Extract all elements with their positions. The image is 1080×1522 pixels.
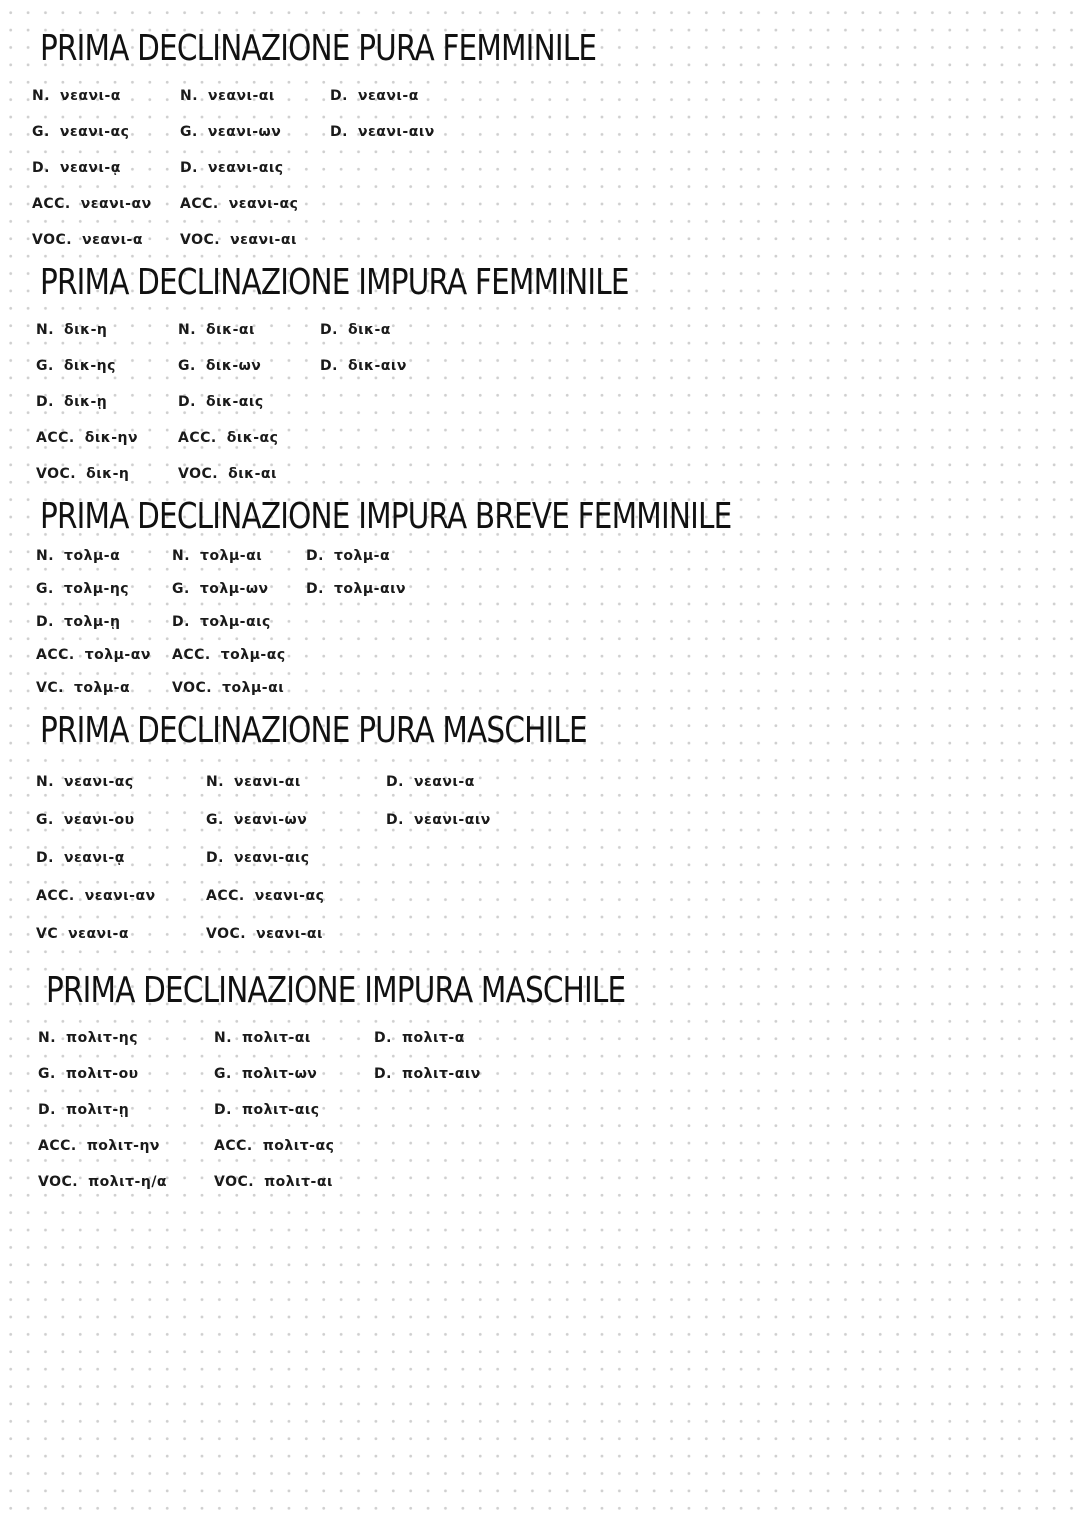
case-label: G. xyxy=(36,581,54,597)
declension-row xyxy=(306,581,406,597)
case-label: VOC. xyxy=(172,680,213,696)
greek-form: δικ-ῃ xyxy=(63,394,108,410)
greek-form: πολιτ-αι xyxy=(242,1030,311,1046)
case-label: VC xyxy=(36,926,59,942)
case-label: D. xyxy=(36,394,54,410)
greek-form: νεανι-ας xyxy=(59,124,130,140)
declension-row xyxy=(330,124,435,140)
greek-form: νεανι-αιν xyxy=(357,124,435,140)
greek-form: δικ-η xyxy=(86,466,130,482)
greek-form: δικ-α xyxy=(347,322,391,338)
declension-row xyxy=(172,647,286,663)
greek-form: νεανι-ων xyxy=(233,812,308,828)
declension-row xyxy=(320,358,407,374)
declension-row xyxy=(36,614,120,630)
greek-form: νεανι-αι xyxy=(256,926,323,942)
declension-row xyxy=(32,160,121,176)
case-label: D. xyxy=(36,614,54,630)
case-label: N. xyxy=(172,548,191,564)
greek-form: πολιτ-ῃ xyxy=(65,1102,130,1118)
case-label: ACC. xyxy=(172,647,211,663)
case-label: VOC. xyxy=(36,466,77,482)
case-label: D. xyxy=(178,394,196,410)
case-label: D. xyxy=(36,850,54,866)
case-label: N. xyxy=(36,548,55,564)
declension-row xyxy=(172,548,262,564)
declension-row xyxy=(214,1030,311,1046)
case-label: VOC. xyxy=(214,1174,255,1190)
greek-form: τολμ-α xyxy=(333,548,391,564)
greek-form: νεανι-αι xyxy=(208,88,275,104)
greek-form: νεανι-αι xyxy=(230,232,297,248)
declension-row xyxy=(178,430,278,446)
declension-row xyxy=(36,581,129,597)
case-label: G. xyxy=(32,124,50,140)
case-label: D. xyxy=(320,322,338,338)
greek-form: νεανι-αις xyxy=(207,160,284,176)
declension-row xyxy=(36,774,134,790)
greek-form: τολμ-αις xyxy=(199,614,271,630)
declension-row xyxy=(32,124,129,140)
case-label: N. xyxy=(178,322,197,338)
declension-row xyxy=(36,430,138,446)
greek-form: τολμ-αν xyxy=(84,647,151,663)
declension-row xyxy=(206,850,310,866)
greek-form: πολιτ-αι xyxy=(264,1174,333,1190)
case-label: N. xyxy=(206,774,225,790)
greek-form: δικ-ης xyxy=(63,358,116,374)
section-title: PRIMA DECLINAZIONE IMPURA FEMMINILE xyxy=(40,262,629,303)
case-label: D. xyxy=(330,124,348,140)
greek-form: δικ-αις xyxy=(205,394,264,410)
declension-row xyxy=(36,466,129,482)
greek-form: πολιτ-ας xyxy=(262,1138,335,1154)
greek-form: πολιτ-ων xyxy=(241,1066,318,1082)
declension-row xyxy=(386,774,475,790)
greek-form: δικ-ην xyxy=(84,430,139,446)
declension-row xyxy=(32,196,152,212)
case-label: G. xyxy=(214,1066,232,1082)
greek-form: δικ-αιν xyxy=(347,358,407,374)
greek-form: νεανι-ων xyxy=(207,124,282,140)
declension-row xyxy=(38,1030,138,1046)
declension-row xyxy=(178,358,261,374)
declension-row xyxy=(32,232,143,248)
section-title: PRIMA DECLINAZIONE IMPURA BREVE FEMMINILE xyxy=(40,496,732,537)
declension-row xyxy=(206,888,324,904)
case-label: G. xyxy=(38,1066,56,1082)
declension-row xyxy=(36,850,125,866)
case-label: VOC. xyxy=(180,232,221,248)
greek-form: τολμ-αιν xyxy=(333,581,407,597)
case-label: D. xyxy=(206,850,224,866)
declension-row xyxy=(38,1138,160,1154)
declension-row xyxy=(178,394,264,410)
case-label: G. xyxy=(206,812,224,828)
case-label: D. xyxy=(214,1102,232,1118)
case-label: D. xyxy=(386,812,404,828)
declension-row xyxy=(374,1066,481,1082)
declension-row xyxy=(38,1174,167,1190)
case-label: N. xyxy=(214,1030,233,1046)
case-label: ACC. xyxy=(180,196,219,212)
greek-form: νεανι-αι xyxy=(234,774,301,790)
greek-form: νεανι-ου xyxy=(63,812,135,828)
case-label: D. xyxy=(320,358,338,374)
declension-row xyxy=(214,1066,317,1082)
case-label: VOC. xyxy=(178,466,219,482)
case-label: VOC. xyxy=(32,232,73,248)
declension-row xyxy=(36,647,151,663)
greek-form: νεανι-ας xyxy=(254,888,325,904)
declension-row xyxy=(214,1138,334,1154)
declension-row xyxy=(36,358,116,374)
declension-row xyxy=(36,926,129,942)
declension-row xyxy=(178,466,277,482)
declension-row xyxy=(214,1174,333,1190)
case-label: VC. xyxy=(36,680,64,696)
declension-row xyxy=(180,88,275,104)
greek-form: νεανι-α xyxy=(60,88,121,104)
greek-form: νεανι-αν xyxy=(84,888,156,904)
greek-form: τολμ-α xyxy=(73,680,131,696)
greek-form: τολμ-ων xyxy=(199,581,269,597)
greek-form: πολιτ-αιν xyxy=(401,1066,481,1082)
greek-form: νεανι-ας xyxy=(228,196,299,212)
greek-form: πολιτ-αις xyxy=(241,1102,320,1118)
greek-form: νεανι-ᾳ xyxy=(63,850,125,866)
declension-row xyxy=(214,1102,320,1118)
case-label: ACC. xyxy=(36,888,75,904)
greek-form: δικ-αι xyxy=(206,322,255,338)
greek-form: νεανι-α xyxy=(357,88,419,104)
declension-row xyxy=(178,322,255,338)
case-label: N. xyxy=(36,322,55,338)
declension-row xyxy=(320,322,391,338)
greek-form: νεανι-α xyxy=(413,774,475,790)
greek-form: πολιτ-α xyxy=(401,1030,465,1046)
section-title: PRIMA DECLINAZIONE IMPURA MASCHILE xyxy=(46,970,626,1011)
case-label: D. xyxy=(38,1102,56,1118)
greek-form: νεανι-ας xyxy=(64,774,134,790)
case-label: ACC. xyxy=(206,888,245,904)
declension-row xyxy=(374,1030,465,1046)
declension-row xyxy=(38,1102,129,1118)
case-label: G. xyxy=(180,124,198,140)
declension-row xyxy=(206,774,301,790)
case-label: ACC. xyxy=(32,196,71,212)
declension-row xyxy=(206,812,307,828)
case-label: D. xyxy=(374,1030,392,1046)
greek-form: δικ-ας xyxy=(226,430,279,446)
greek-form: πολιτ-ου xyxy=(65,1066,139,1082)
greek-form: νεανι-αιν xyxy=(413,812,491,828)
declension-row xyxy=(36,680,130,696)
declension-row xyxy=(32,88,121,104)
greek-form: νεανι-αν xyxy=(80,196,152,212)
case-label: N. xyxy=(180,88,199,104)
greek-form: τολμ-αι xyxy=(200,548,263,564)
greek-form: δικ-αι xyxy=(228,466,277,482)
case-label: D. xyxy=(330,88,348,104)
declension-row xyxy=(36,394,107,410)
case-label: G. xyxy=(178,358,196,374)
declension-row xyxy=(180,124,281,140)
case-label: D. xyxy=(172,614,190,630)
declension-row xyxy=(36,812,135,828)
case-label: N. xyxy=(38,1030,57,1046)
declension-row xyxy=(306,548,390,564)
case-label: D. xyxy=(306,581,324,597)
greek-form: δικ-ων xyxy=(205,358,262,374)
case-label: ACC. xyxy=(36,430,75,446)
declension-row xyxy=(172,581,269,597)
greek-form: πολιτ-η/α xyxy=(88,1174,168,1190)
case-label: D. xyxy=(386,774,404,790)
declension-row xyxy=(180,232,297,248)
declension-row xyxy=(180,160,284,176)
case-label: VOC. xyxy=(38,1174,79,1190)
case-label: ACC. xyxy=(36,647,75,663)
case-label: N. xyxy=(32,88,51,104)
case-label: ACC. xyxy=(38,1138,77,1154)
case-label: D. xyxy=(180,160,198,176)
greek-form: πολιτ-ην xyxy=(86,1138,160,1154)
declension-row xyxy=(36,322,107,338)
greek-form: νεανι-α xyxy=(68,926,129,942)
greek-form: τολμ-α xyxy=(64,548,121,564)
greek-form: τολμ-αι xyxy=(222,680,285,696)
case-label: G. xyxy=(172,581,190,597)
greek-form: τολμ-ης xyxy=(63,581,130,597)
greek-form: δικ-η xyxy=(64,322,108,338)
case-label: ACC. xyxy=(178,430,217,446)
declension-row xyxy=(180,196,298,212)
case-label: VOC. xyxy=(206,926,247,942)
greek-form: νεανι-αις xyxy=(233,850,310,866)
declension-row xyxy=(386,812,491,828)
declension-row xyxy=(172,680,284,696)
declension-row xyxy=(36,548,120,564)
case-label: D. xyxy=(32,160,50,176)
case-label: G. xyxy=(36,358,54,374)
greek-form: νεανι-α xyxy=(82,232,143,248)
case-label: N. xyxy=(36,774,55,790)
declension-row xyxy=(172,614,271,630)
greek-form: πολιτ-ης xyxy=(66,1030,139,1046)
case-label: D. xyxy=(374,1066,392,1082)
greek-form: τολμ-ῃ xyxy=(63,614,121,630)
section-title: PRIMA DECLINAZIONE PURA FEMMINILE xyxy=(40,28,597,69)
section-title: PRIMA DECLINAZIONE PURA MASCHILE xyxy=(40,710,587,751)
case-label: D. xyxy=(306,548,324,564)
case-label: G. xyxy=(36,812,54,828)
declension-row xyxy=(330,88,419,104)
case-label: ACC. xyxy=(214,1138,253,1154)
greek-form: τολμ-ας xyxy=(220,647,286,663)
declension-row xyxy=(36,888,156,904)
declension-row xyxy=(206,926,323,942)
declension-row xyxy=(38,1066,139,1082)
greek-form: νεανι-ᾳ xyxy=(59,160,121,176)
